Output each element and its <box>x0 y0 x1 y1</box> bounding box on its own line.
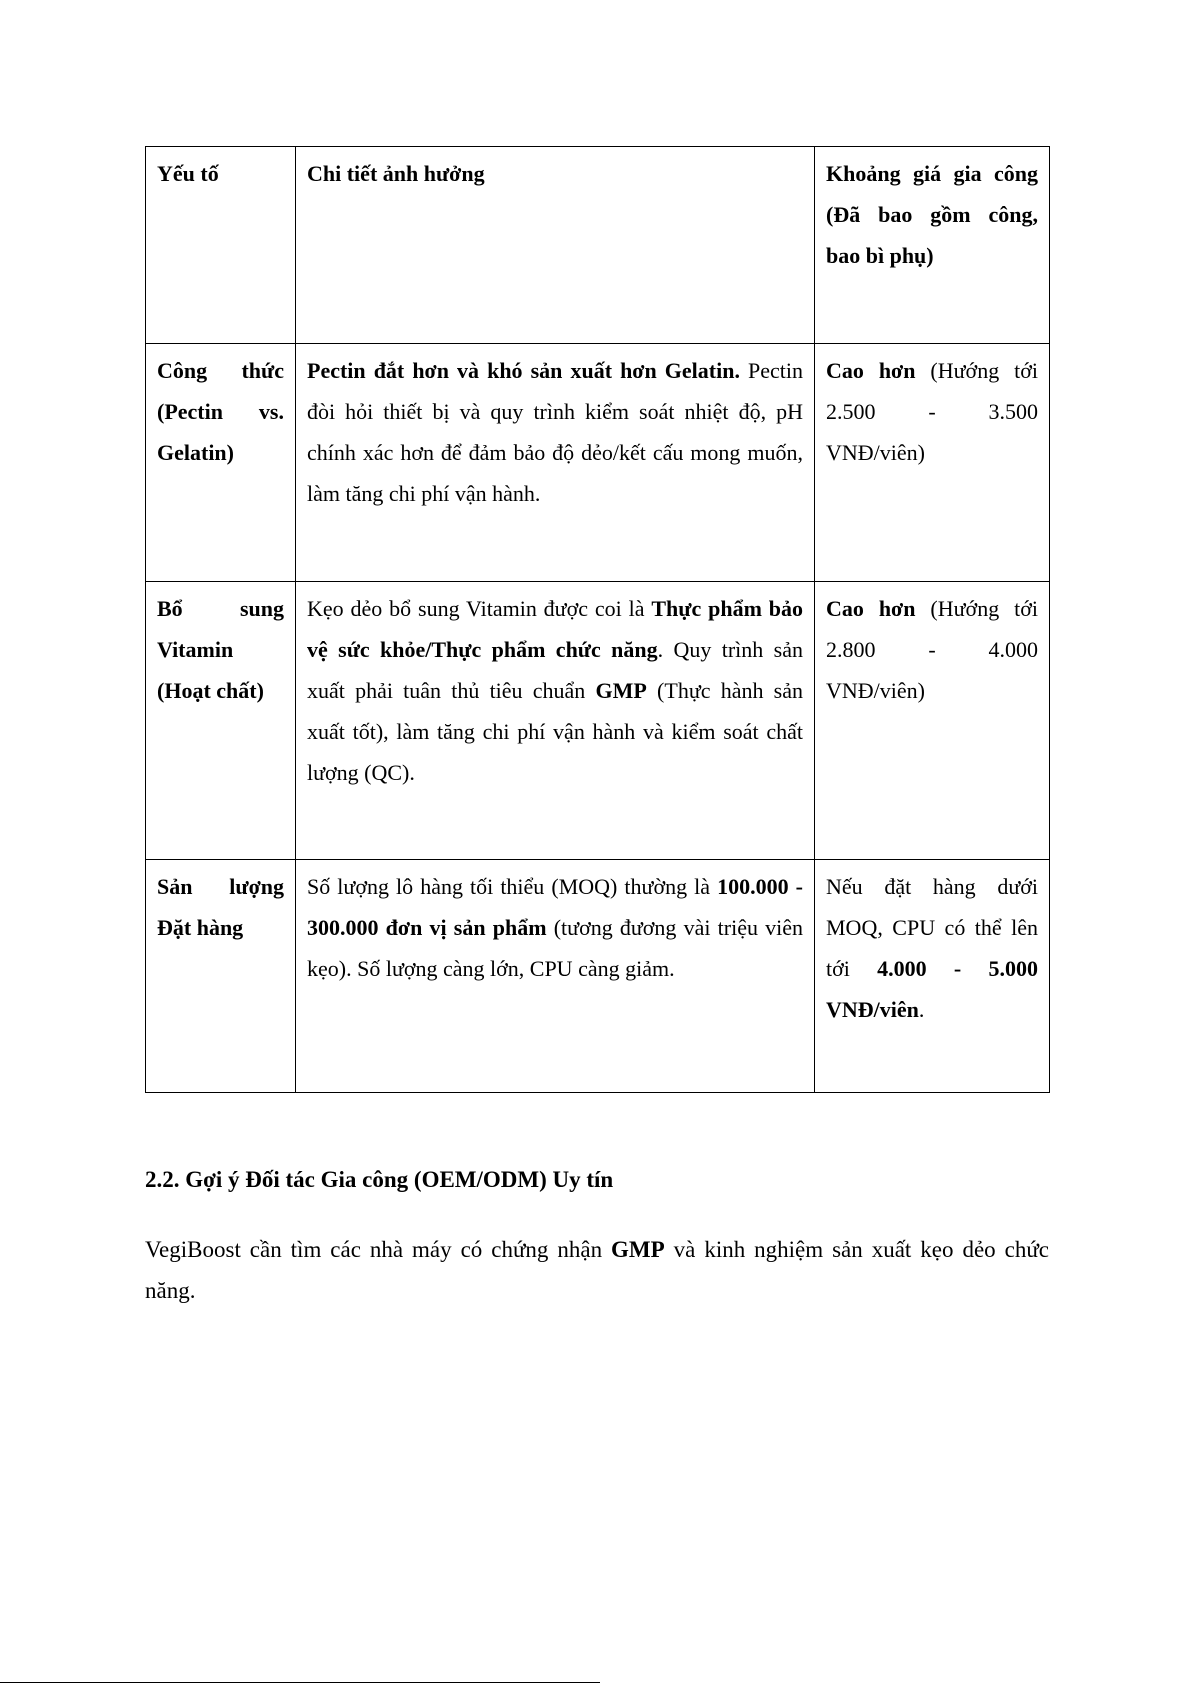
detail-text: . Quy trình sản xuất phải tuân thủ tiêu chuẩn <box>307 637 803 703</box>
detail-emphasis: Pectin đắt hơn và khó sản xuất hơn Gelatin. <box>307 358 740 383</box>
header-factor: Yếu tố <box>146 147 296 344</box>
detail-emphasis: GMP <box>595 678 647 703</box>
price-text: (Hướng tới 2.500 - 3.500 VNĐ/viên) <box>826 358 1038 465</box>
detail-text: (Thực hành sản xuất tốt), làm tăng chi phí vận hành và kiểm soát chất lượng (QC). <box>307 678 804 785</box>
footer-divider <box>0 1682 600 1683</box>
price-text: Nếu đặt hàng dưới MOQ, CPU có thể lên tới <box>826 874 1038 981</box>
row-factor: Sản lượng Đặt hàng <box>146 860 296 1093</box>
detail-text: Pectin đòi hỏi thiết bị và quy trình kiểm soát nhiệt độ, pH chính xác hơn để đảm bảo độ dẻo/kết cấu mong muốn, làm tăng chi phí vận hành. <box>307 358 803 506</box>
row-factor: Bổ sung Vitamin (Hoạt chất) <box>146 582 296 860</box>
paragraph-emphasis: GMP <box>611 1237 665 1262</box>
price-emphasis: Cao hơn <box>826 596 916 621</box>
price-text: . <box>918 997 925 1022</box>
table-row <box>146 860 1050 1093</box>
header-detail: Chi tiết ảnh hưởng <box>296 147 815 344</box>
table-row <box>146 582 1050 860</box>
row-price <box>815 582 1050 860</box>
price-text: (Hướng tới 2.800 - 4.000 VNĐ/viên) <box>826 596 1038 703</box>
paragraph-text: và kinh nghiệm sản xuất kẹo dẻo chức năng. <box>145 1237 1049 1303</box>
price-emphasis: Cao hơn <box>826 358 916 383</box>
price-emphasis: 4.000 - 5.000 VNĐ/viên <box>826 956 1039 1022</box>
detail-text: (tương đương vài triệu viên kẹo). Số lượng càng lớn, CPU càng giảm. <box>307 915 804 981</box>
detail-emphasis: 100.000 - 300.000 đơn vị sản phẩm <box>307 874 803 940</box>
detail-emphasis: Thực phẩm bảo vệ sức khỏe/Thực phẩm chức năng <box>307 596 803 662</box>
detail-text: Kẹo dẻo bổ sung Vitamin được coi là <box>307 596 652 621</box>
table-row <box>146 344 1050 582</box>
detail-text: Số lượng lô hàng tối thiểu (MOQ) thường là <box>307 874 718 899</box>
row-price <box>815 860 1050 1093</box>
body-paragraph <box>145 1229 1049 1311</box>
paragraph-text: VegiBoost cần tìm các nhà máy có chứng nhận <box>145 1237 612 1262</box>
cost-factor-table <box>145 146 1050 1093</box>
row-detail <box>296 860 815 1093</box>
table-header-row <box>146 147 1050 344</box>
row-detail <box>296 344 815 582</box>
row-detail <box>296 582 815 860</box>
section-heading: 2.2. Gợi ý Đối tác Gia công (OEM/ODM) Uy tín <box>145 1167 614 1192</box>
row-price <box>815 344 1050 582</box>
row-factor: Công thức (Pectin vs. Gelatin) <box>146 344 296 582</box>
header-price: Khoảng giá gia công (Đã bao gồm công, bao bì phụ) <box>815 147 1050 344</box>
